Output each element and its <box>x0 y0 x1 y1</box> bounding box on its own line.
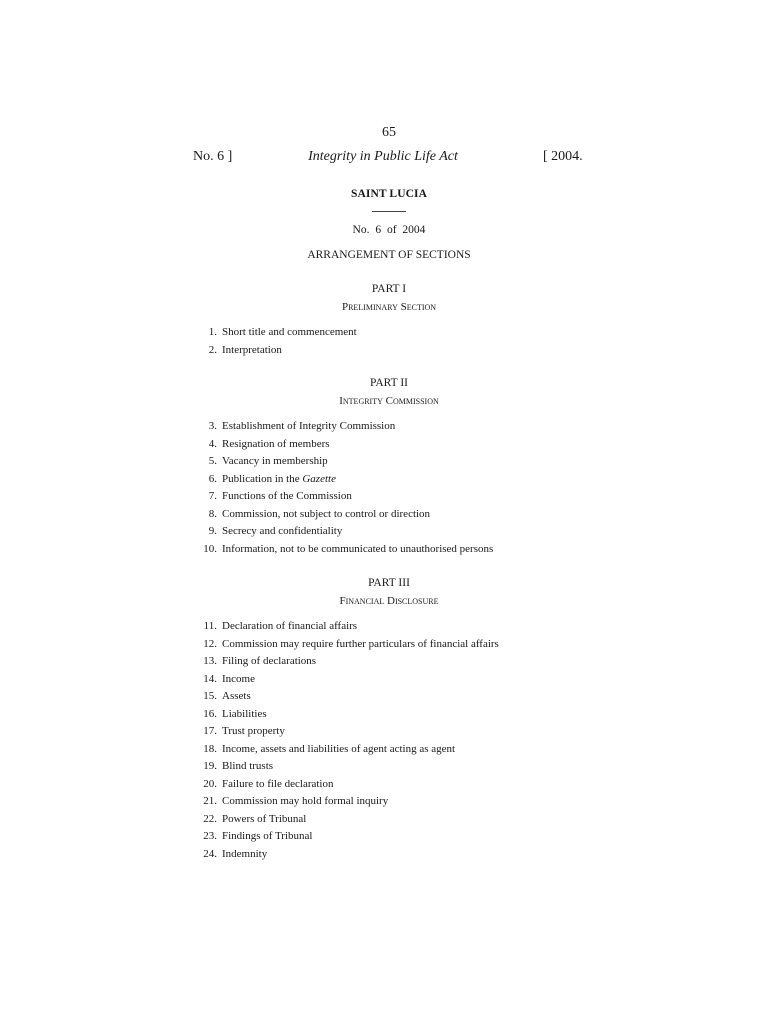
arrangement-heading: ARRANGEMENT OF SECTIONS <box>307 249 471 261</box>
running-header-act-number: No. 6 ] <box>193 149 233 164</box>
part-subtitle: Integrity Commission <box>339 395 439 407</box>
section-title-text: Commission may hold formal inquiry <box>222 795 389 807</box>
section-number: 7. <box>208 490 217 502</box>
section-entry <box>193 619 357 633</box>
section-title <box>217 525 342 537</box>
country-title: SAINT LUCIA <box>351 188 427 200</box>
section-title-text: Findings of Tribunal <box>222 830 313 842</box>
section-title <box>217 795 388 807</box>
title-divider <box>372 211 406 212</box>
section-title-text: Commission, not subject to control or direction <box>222 507 431 520</box>
section-entry <box>193 654 316 668</box>
section-title <box>217 778 333 790</box>
section-number: 21. <box>203 795 217 807</box>
section-entry <box>193 689 251 703</box>
section-title-text: Income, assets and liabilities of agent acting as agent <box>222 742 456 755</box>
section-entry <box>193 472 336 486</box>
section-entry <box>193 759 273 773</box>
section-title <box>217 743 455 755</box>
running-header-year: [ 2004. <box>543 149 583 164</box>
section-title-text: Blind trusts <box>222 760 274 772</box>
section-number: 10. <box>203 542 217 555</box>
section-number: 14. <box>203 672 217 685</box>
part-subtitle: Financial Disclosure <box>339 595 439 607</box>
section-title-text: Commission may require further particulars of financial affairs <box>222 637 499 650</box>
section-entry <box>193 419 395 433</box>
section-title-text: Failure to file declaration <box>222 777 334 790</box>
page-number: 65 <box>382 125 396 140</box>
section-title-text: Powers of Tribunal <box>222 812 307 825</box>
section-entry <box>193 454 328 468</box>
section-title <box>217 830 312 842</box>
part-subtitle: Preliminary Section <box>341 301 437 313</box>
section-title-text: Establishment of Integrity Commission <box>222 420 396 432</box>
section-entry <box>193 672 255 686</box>
part-title: PART II <box>370 377 408 389</box>
section-entry <box>193 489 352 503</box>
section-entry <box>193 437 330 451</box>
section-title-text: Functions of the Commission <box>222 490 352 502</box>
section-number: 4. <box>208 437 217 450</box>
section-title <box>217 543 493 555</box>
section-title <box>217 455 328 467</box>
section-title-text: Filing of declarations <box>222 655 317 667</box>
section-title-text: Secrecy and confidentiality <box>222 525 343 537</box>
section-title-text: Information, not to be communicated to unauthorised persons <box>222 542 494 555</box>
section-entry <box>193 524 342 538</box>
section-entry <box>193 742 455 756</box>
section-title <box>217 655 316 667</box>
section-title-text: Declaration of financial affairs <box>222 620 358 632</box>
section-title-text: Vacancy in membership <box>222 455 328 467</box>
section-entry <box>193 847 267 861</box>
section-number: 3. <box>208 420 217 432</box>
section-title-text: Interpretation <box>222 343 282 356</box>
section-number: 13. <box>203 655 217 667</box>
act-number: No. 6 of 2004 <box>352 224 426 236</box>
section-number: 5. <box>208 455 217 467</box>
section-title <box>217 848 267 860</box>
section-title-text: Assets <box>222 690 251 702</box>
section-title <box>217 326 357 338</box>
section-title-text: Trust property <box>222 725 285 737</box>
section-number: 24. <box>203 847 217 860</box>
section-entry <box>193 542 493 556</box>
part-title: PART I <box>371 283 407 295</box>
section-title <box>217 438 330 450</box>
section-entry <box>193 724 285 738</box>
section-entry <box>193 794 388 808</box>
section-entry <box>193 637 499 651</box>
section-title-text: Liabilities <box>222 707 267 720</box>
section-title <box>217 813 306 825</box>
section-number: 9. <box>208 525 217 537</box>
section-title <box>217 490 352 502</box>
section-number: 22. <box>203 812 217 825</box>
section-number: 6. <box>208 472 217 485</box>
section-number: 15. <box>203 690 217 702</box>
section-number: 20. <box>203 777 217 790</box>
section-title-text: Income <box>222 672 255 685</box>
section-title <box>217 725 285 737</box>
section-number: 19. <box>203 760 217 772</box>
section-title-text: Resignation of members <box>222 437 330 450</box>
section-entry <box>193 507 430 521</box>
part-title: PART III <box>368 577 410 589</box>
section-entry <box>193 777 333 791</box>
section-title <box>217 508 430 520</box>
section-title-text: Short title and commencement <box>222 326 357 338</box>
running-header-act-title: Integrity in Public Life Act <box>308 149 458 164</box>
section-entry <box>193 707 267 721</box>
section-entry <box>193 343 282 357</box>
section-title <box>217 344 282 356</box>
section-entry <box>193 325 357 339</box>
section-title-text: Publication in the <box>222 472 300 485</box>
section-title <box>217 690 251 702</box>
section-title <box>217 673 255 685</box>
section-number: 11. <box>203 620 217 632</box>
section-title <box>217 420 395 432</box>
section-number: 1. <box>208 326 217 338</box>
section-title-italic: Gazette <box>302 472 336 485</box>
section-number: 17. <box>203 725 217 737</box>
section-title <box>217 708 267 720</box>
section-title <box>217 473 336 485</box>
section-number: 23. <box>203 830 217 842</box>
section-number: 2. <box>208 343 217 356</box>
section-entry <box>193 812 306 826</box>
section-entry <box>193 829 312 843</box>
section-number: 18. <box>203 742 217 755</box>
section-title <box>217 638 499 650</box>
section-title <box>217 760 273 772</box>
section-number: 8. <box>208 507 217 520</box>
section-number: 12. <box>203 637 217 650</box>
section-title-text: Indemnity <box>222 847 268 860</box>
section-number: 16. <box>203 707 217 720</box>
section-title <box>217 620 357 632</box>
